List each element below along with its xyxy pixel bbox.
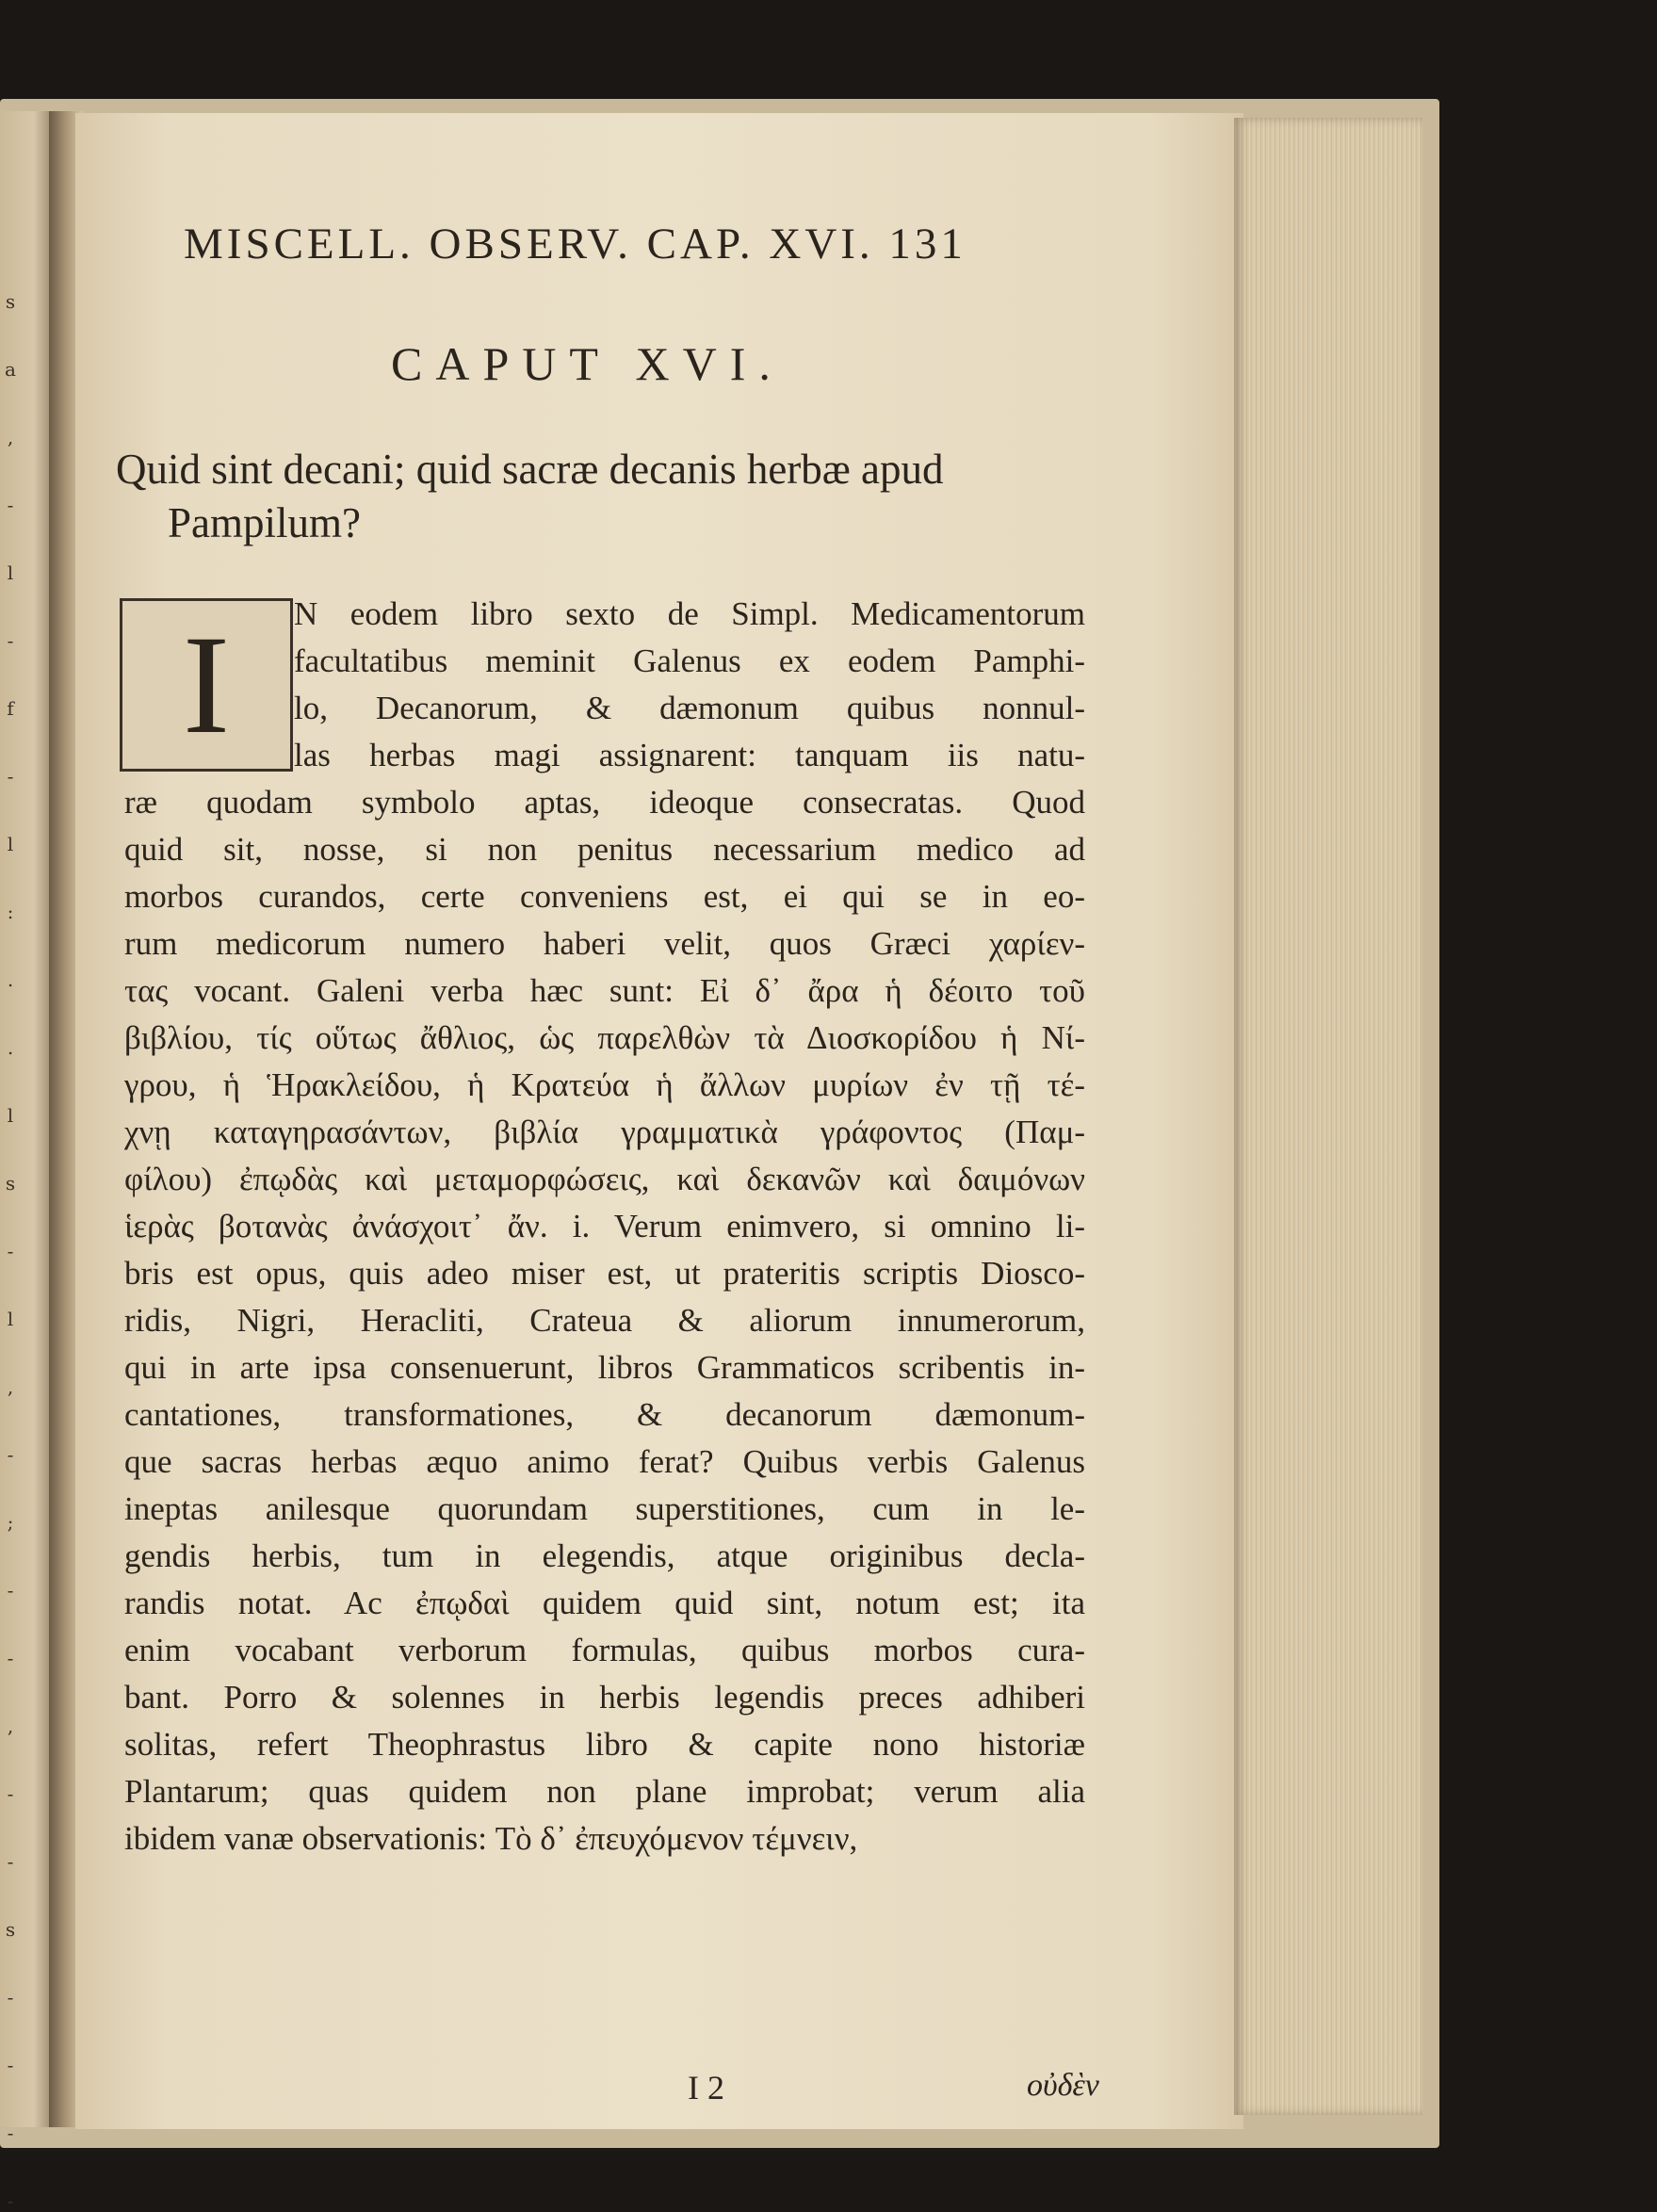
left-page-mark: - [7,1443,14,1466]
body-text [124,591,1085,1862]
left-page-mark: : [7,901,14,923]
signature-mark: I 2 [688,2069,724,2106]
text-line: ibidem vanæ observationis: Τὸ δ᾽ ἐπευχόμενον τέμνειν, [124,1820,858,1857]
left-page-mark: , [7,426,14,448]
text-line: ineptas anilesque quorundam superstitiones, cum in le- [124,1490,1085,1527]
left-page-mark: - [7,1579,14,1602]
left-page-edge [0,111,57,2212]
running-head: MISCELL. OBSERV. CAP. XVI. 131 [184,220,967,268]
left-page-mark: s [5,1172,16,1195]
left-page-mark: - [7,1240,14,1262]
page-block-edges [1234,118,1422,2115]
left-page-mark: l [7,833,14,855]
text-line: γρου, ἡ Ἡρακλείδου, ἡ Κρατεύα ἡ ἄλλων μυρίων ἐν τῇ τέ- [124,1066,1085,1103]
left-page-mark: - [7,1986,14,2009]
left-page-mark: - [7,2189,14,2212]
text-line: gendis herbis, tum in elegendis, atque originibus decla- [124,1537,1085,1574]
text-line: χνῃ καταγηρασάντων, βιβλία γραμματικὰ γράφοντος (Παμ- [124,1114,1085,1150]
left-page-mark: l [7,1308,14,1330]
text-line: que sacras herbas æquo animo ferat? Quibus verbis Galenus [124,1443,1085,1480]
text-line: enim vocabant verborum formulas, quibus morbos cura- [124,1632,1085,1668]
text-line: qui in arte ipsa consenuerunt, libros Grammaticos scribentis in- [124,1349,1085,1386]
left-page-mark: - [7,1850,14,1873]
left-page-mark: a [5,358,16,381]
left-page-mark: - [7,765,14,788]
subtitle-line: Pampilum? [168,499,361,546]
left-page-mark: s [5,1918,16,1941]
text-line: φίλου) ἐπῳδὰς καὶ μεταμορφώσεις, καὶ δεκανῶν καὶ δαιμόνων [124,1161,1085,1197]
left-page-mark: f [7,697,14,720]
left-page-mark: s [5,290,16,313]
subtitle-line: Quid sint decani; quid sacræ decanis herbæ apud [116,446,944,493]
left-page-mark: . [7,1036,14,1059]
text-line: morbos curandos, certe conveniens est, ei qui se in eo- [124,878,1085,915]
text-line: N eodem libro sexto de Simpl. Medicamentorum [294,595,1085,632]
chapter-subtitle [116,443,944,550]
text-line: lo, Decanorum, & dæmonum quibus nonnul- [294,690,1085,726]
text-line: βιβλίου, τίς οὕτως ἄθλιος, ὡς παρελθὼν τὰ Διοσκορίδου ἡ Νί- [124,1019,1085,1056]
text-line: bant. Porro & solennes in herbis legendis preces adhiberi [124,1679,1085,1716]
chapter-title: CAPUT XVI. [391,337,784,390]
left-page-mark: ; [7,1511,14,1534]
text-line: las herbas magi assignarent: tanquam iis natu- [294,737,1085,773]
text-line: quid sit, nosse, si non penitus necessarium medico ad [124,831,1085,868]
text-line: rum medicorum numero haberi velit, quos Græci χαρίεν- [124,925,1085,962]
initial-letter: I [183,607,230,763]
left-page-mark: - [7,629,14,652]
left-page-mark: - [7,1647,14,1669]
text-line: ἱερὰς βοτανὰς ἀνάσχοιτ᾽ ἄν. i. Verum enimvero, si omnino li- [124,1208,1085,1244]
text-line: ræ quodam symbolo aptas, ideoque consecratas. Quod [124,784,1085,821]
left-page-mark: l [7,561,14,584]
left-page-mark: - [7,2054,14,2076]
left-page-mark: . [7,968,14,991]
left-page-mark: - [7,1782,14,1805]
text-line: Plantarum; quas quidem non plane improbat; verum alia [124,1773,1085,1810]
text-line: τας vocant. Galeni verba hæc sunt: Εἰ δ᾽ ἄρα ἡ δέοιτο τοῦ [124,972,1085,1009]
left-page-mark: - [7,494,14,516]
left-page-mark: - [7,2122,14,2144]
text-line: bris est opus, quis adeo miser est, ut prateritis scriptis Diosco- [124,1255,1085,1292]
left-page-mark: , [7,1715,14,1737]
left-page-mark: l [7,1104,14,1127]
catchword: οὐδὲν [1027,2068,1099,2103]
text-line: randis notat. Ac ἐπῳδαὶ quidem quid sint, notum est; ita [124,1585,1085,1621]
left-page-mark: , [7,1375,14,1398]
text-line: solitas, refert Theophrastus libro & capite nono historiæ [124,1726,1085,1763]
text-line: cantationes, transformationes, & decanorum dæmonum- [124,1396,1085,1433]
text-line: ridis, Nigri, Heracliti, Crateua & aliorum innumerorum, [124,1302,1085,1339]
text-line: facultatibus meminit Galenus ex eodem Pamphi- [294,642,1085,679]
